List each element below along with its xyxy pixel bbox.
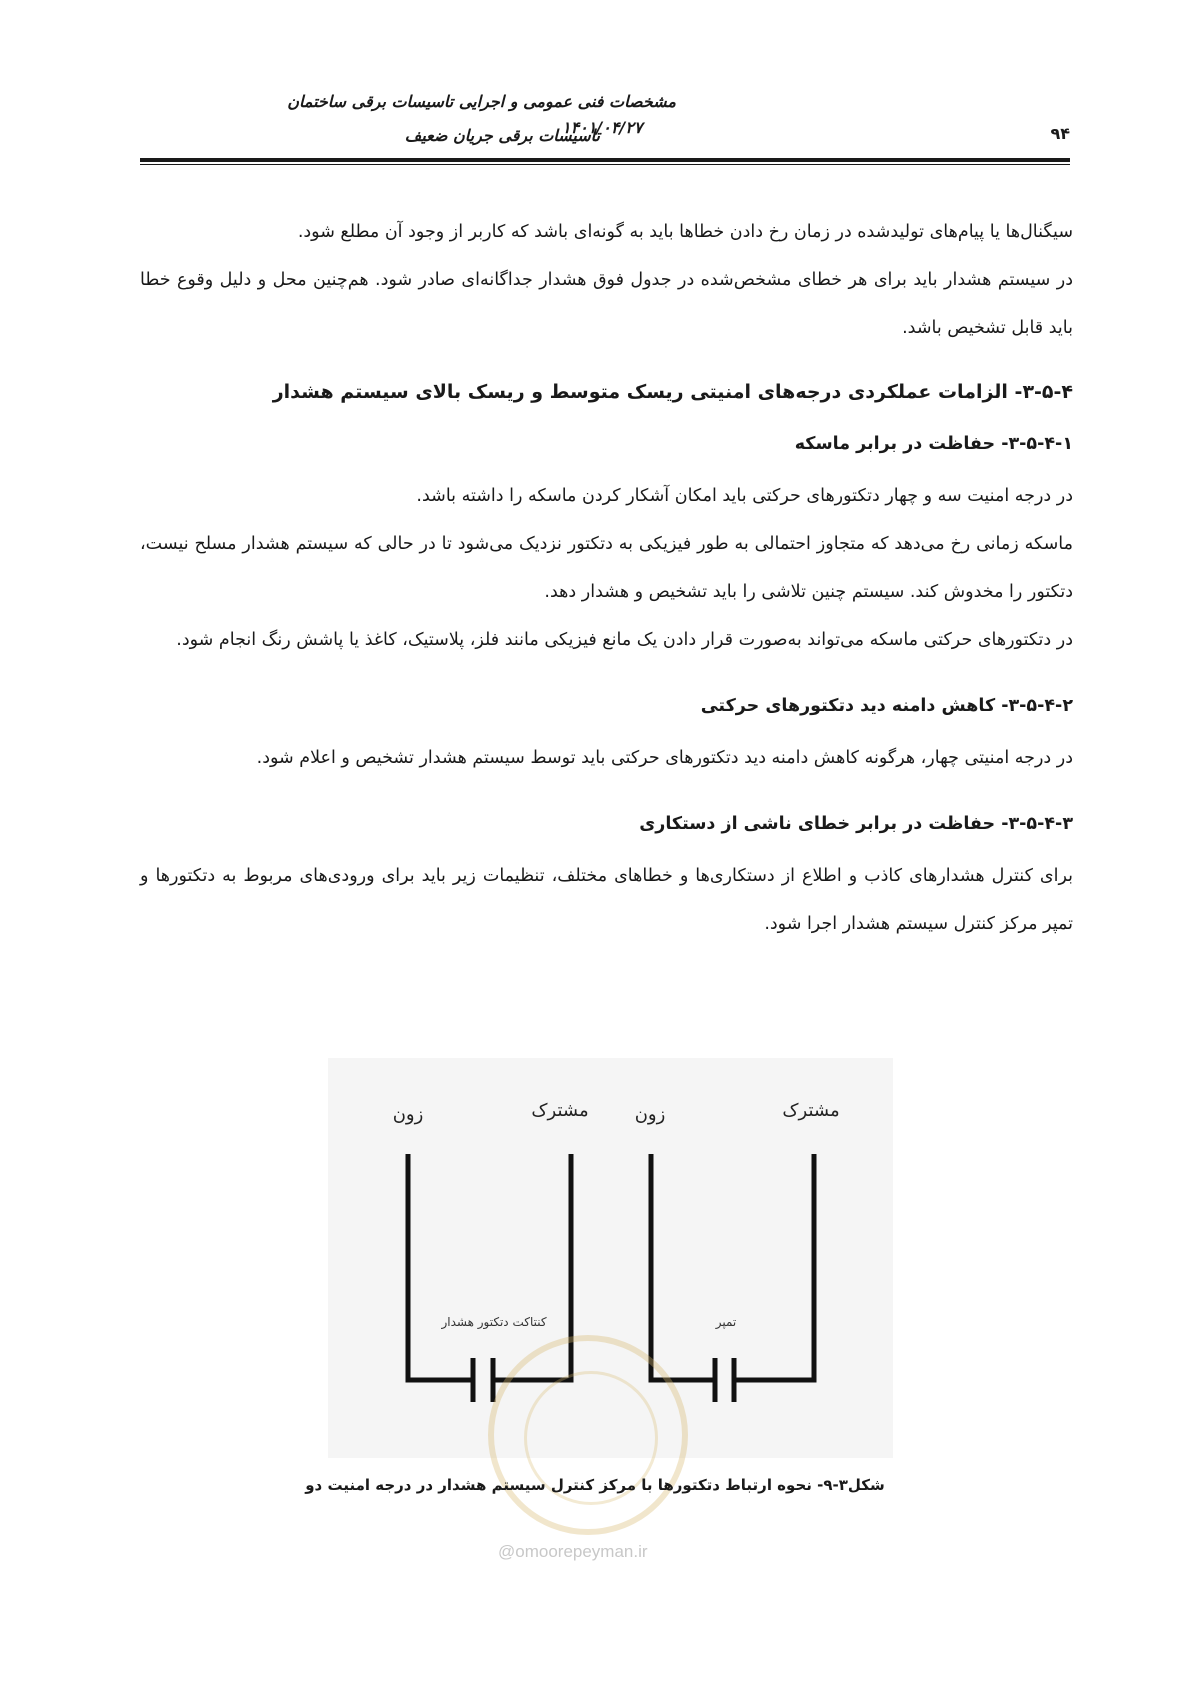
page-content	[140, 208, 1073, 948]
section-heading: ۳-۵-۴- الزامات عملکردی درجه‌های امنیتی ریسک متوسط و ریسک بالای سیستم هشدار	[272, 381, 1073, 403]
header-rule-thick	[140, 158, 1070, 162]
sub3-paragraph-1: برای کنترل هشدارهای کاذب و اطلاع از دستکاری‌ها و خطاهای مختلف، تنظیمات زیر باید برای ورودی‌های مربوط به دتکتورها و تمپر مرکز کنترل سیستم هشدار اجرا شود.	[140, 866, 1073, 934]
circuit-right-wire-b	[734, 1154, 814, 1380]
label-common-right: مشترک	[782, 1100, 840, 1121]
page-header	[140, 86, 1070, 166]
page-number: ۹۴	[1050, 124, 1070, 143]
sub1-paragraph-3: در دتکتورهای حرکتی ماسکه می‌تواند به‌صورت قرار دادن یک مانع فیزیکی مانند فلز، پلاستیک، کاغذ یا پاشش رنگ انجام شود.	[176, 630, 1073, 650]
header-subtitle: تاسیسات برقی جریان ضعیف	[404, 126, 600, 145]
watermark-seal	[488, 1335, 688, 1535]
intro-paragraph-1: سیگنال‌ها یا پیام‌های تولیدشده در زمان رخ دادن خطاها باید به گونه‌ای باشد که کاربر از وجود آن مطلع شود.	[297, 222, 1073, 242]
subsection-heading-1: ۳-۵-۴-۱- حفاظت در برابر ماسکه	[794, 434, 1073, 454]
header-date: ۱۴۰۱/۰۴/۲۷	[562, 118, 643, 137]
label-common-left: مشترک	[531, 1100, 589, 1121]
circuit-right-wire-a	[651, 1154, 715, 1380]
label-tamper: تمپر	[715, 1315, 737, 1329]
subsection-heading-3: ۳-۵-۴-۳- حفاظت در برابر خطای ناشی از دستکاری	[639, 814, 1073, 834]
header-title: مشخصات فنی عمومی و اجرایی تاسیسات برقی ساختمان	[287, 92, 676, 111]
label-zone-right: زون	[634, 1104, 666, 1125]
intro-paragraph-2: در سیستم هشدار باید برای هر خطای مشخص‌شده در جدول فوق هشدار جداگانه‌ای صادر شود. هم‌چنین محل و دلیل وقوع خطا باید قابل تشخیص باشد.	[140, 270, 1073, 338]
sub2-paragraph-1: در درجه امنیتی چهار، هرگونه کاهش دامنه دید دتکتورهای حرکتی باید توسط سیستم هشدار تشخیص و اعلام شود.	[256, 748, 1073, 768]
label-contact: کنتاکت دتکتور هشدار	[441, 1315, 547, 1329]
sub1-paragraph-1: در درجه امنیت سه و چهار دتکتورهای حرکتی باید امکان آشکار کردن ماسکه را داشته باشد.	[416, 486, 1073, 506]
figure-caption: شکل۳-۹- نحوه ارتباط دتکتورها با مرکز کنترل سیستم هشدار در درجه امنیت دو	[305, 1476, 885, 1494]
watermark-text: @omoorepeyman.ir	[498, 1542, 648, 1561]
header-rule-thin	[140, 164, 1070, 165]
circuit-left-wire-a	[408, 1154, 473, 1380]
label-zone-left: زون	[392, 1104, 424, 1125]
subsection-heading-2: ۳-۵-۴-۲- کاهش دامنه دید دتکتورهای حرکتی	[700, 696, 1073, 716]
sub1-paragraph-2: ماسکه زمانی رخ می‌دهد که متجاوز احتمالی به طور فیزیکی به دتکتور نزدیک می‌شود تا در حالی که سیستم هشدار مسلح نیست، دتکتور را مخدوش کند. سیستم چنین تلاشی را باید تشخیص و هشدار دهد.	[140, 534, 1073, 602]
